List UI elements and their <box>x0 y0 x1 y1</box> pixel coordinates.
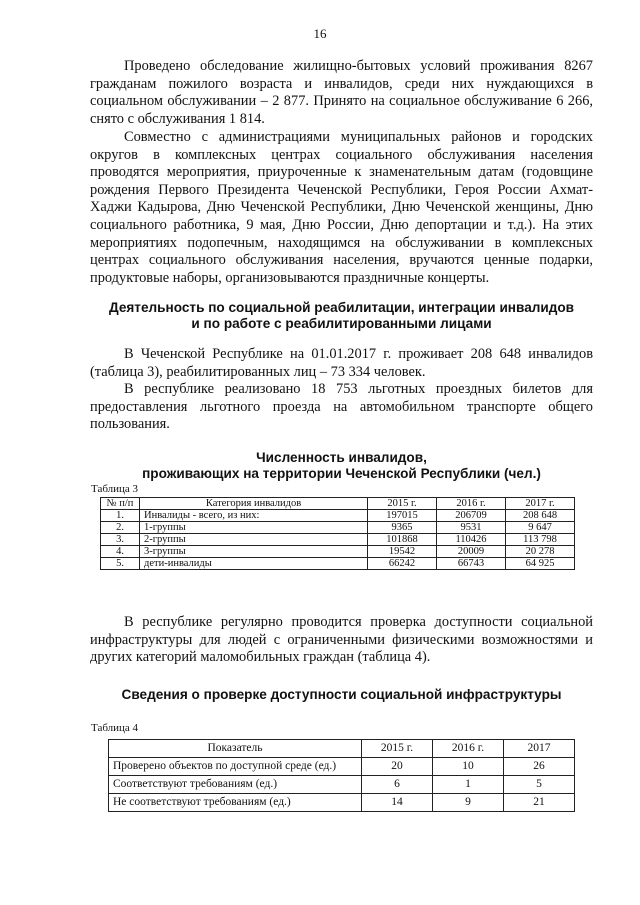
cell-2017: 21 <box>504 794 575 812</box>
header-category: Категория инвалидов <box>140 498 368 510</box>
cell-2016: 206709 <box>437 510 506 522</box>
cell-2016: 66743 <box>437 558 506 570</box>
cell-2017: 9 647 <box>506 522 575 534</box>
section-heading-rehabilitation <box>90 300 593 331</box>
header-2017: 2017 г. <box>506 498 575 510</box>
cell-2015: 197015 <box>368 510 437 522</box>
cell-category: дети-инвалиды <box>140 558 368 570</box>
cell-num: 5. <box>101 558 140 570</box>
paragraph-survey: Проведено обследование жилищно-бытовых условий проживания 8267 гражданам пожилого возраста и инвалидов, среди них нуждающихся в социальном обслуживании – 2 877. Принято на социальное обслуживание 6 266, снято с обслуживания 1 814. <box>90 58 593 127</box>
cell-2015: 9365 <box>368 522 437 534</box>
table4-title: Сведения о проверке доступности социальной инфраструктуры <box>121 687 562 702</box>
cell-2016: 20009 <box>437 546 506 558</box>
cell-2016: 9 <box>433 794 504 812</box>
header-num: № п/п <box>101 498 140 510</box>
table3-label: Таблица 3 <box>91 483 139 495</box>
cell-2016: 110426 <box>437 534 506 546</box>
table-row <box>101 510 575 522</box>
cell-indicator: Соответствуют требованиям (ед.) <box>109 776 362 794</box>
cell-2015: 66242 <box>368 558 437 570</box>
cell-num: 4. <box>101 546 140 558</box>
paragraph-tickets: В республике реализовано 18 753 льготных проездных билетов для предоставления льготного проезда на автомобильном транспорте общего пользования. <box>90 381 593 433</box>
table-header-row <box>109 740 575 758</box>
header-2016: 2016 г. <box>433 740 504 758</box>
table3-title-line1: Численность инвалидов, <box>256 450 427 465</box>
cell-2017: 26 <box>504 758 575 776</box>
cell-2015: 19542 <box>368 546 437 558</box>
table-row <box>101 522 575 534</box>
cell-2017: 20 278 <box>506 546 575 558</box>
section-heading-line1: Деятельность по социальной реабилитации, интеграции инвалидов <box>108 300 575 315</box>
table-header-row <box>101 498 575 510</box>
accessibility-check-table <box>108 739 575 812</box>
cell-2017: 64 925 <box>506 558 575 570</box>
cell-2017: 5 <box>504 776 575 794</box>
paragraph-events: Совместно с администрациями муниципальных районов и городских округов в комплексных центрах социального обслуживания населения проводятся мероприятия, приуроченные к знаменательным датам (годовщине рождения Первого Президента Чеченской Республики, Героя России Ахмат-Хаджи Кадырова, Дню Чеченской Республики, Дню Чеченской женщины, Дню социального работника, 9 мая, Дню России, Дню депортации и т.д.). На этих мероприятиях подопечным, находящимся на обслуживании в комплексных центрах социального обслуживания населения, вручаются ценные подарки, продуктовые наборы, организовываются праздничные концерты. <box>90 129 593 286</box>
cell-category: Инвалиды - всего, из них: <box>140 510 368 522</box>
cell-2015: 6 <box>362 776 433 794</box>
header-2015: 2015 г. <box>368 498 437 510</box>
table-row <box>109 794 575 812</box>
cell-2017: 113 798 <box>506 534 575 546</box>
table-row <box>101 546 575 558</box>
header-indicator: Показатель <box>109 740 362 758</box>
table-row <box>109 758 575 776</box>
table-row <box>101 558 575 570</box>
header-2015: 2015 г. <box>362 740 433 758</box>
cell-num: 1. <box>101 510 140 522</box>
header-2017: 2017 <box>504 740 575 758</box>
table3-title-line2: проживающих на территории Чеченской Республики (чел.) <box>142 465 541 481</box>
cell-2016: 9531 <box>437 522 506 534</box>
cell-2016: 1 <box>433 776 504 794</box>
table-row <box>101 534 575 546</box>
table3-title <box>90 450 593 481</box>
cell-category: 1-группы <box>140 522 368 534</box>
paragraph-accessibility: В республике регулярно проводится проверка доступности социальной инфраструктуры для людей с ограниченными физическими возможностями и других категорий маломобильных граждан (таблица 4). <box>90 614 593 666</box>
header-2016: 2016 г. <box>437 498 506 510</box>
cell-num: 3. <box>101 534 140 546</box>
cell-indicator: Не соответствуют требованиям (ед.) <box>109 794 362 812</box>
paragraph-disabled-count: В Чеченской Республике на 01.01.2017 г. проживает 208 648 инвалидов (таблица 3), реабилитированных лиц – 73 334 человек. <box>90 346 593 380</box>
disabled-persons-table <box>100 497 575 570</box>
cell-2015: 101868 <box>368 534 437 546</box>
cell-num: 2. <box>101 522 140 534</box>
table-row <box>109 776 575 794</box>
cell-2015: 14 <box>362 794 433 812</box>
cell-indicator: Проверено объектов по доступной среде (ед.) <box>109 758 362 776</box>
section-heading-line2: и по работе с реабилитированными лицами <box>191 315 492 331</box>
cell-2015: 20 <box>362 758 433 776</box>
cell-2017: 208 648 <box>506 510 575 522</box>
cell-2016: 10 <box>433 758 504 776</box>
cell-category: 2-группы <box>140 534 368 546</box>
page-number: 16 <box>313 26 327 41</box>
table4-label: Таблица 4 <box>91 722 139 734</box>
cell-category: 3-группы <box>140 546 368 558</box>
